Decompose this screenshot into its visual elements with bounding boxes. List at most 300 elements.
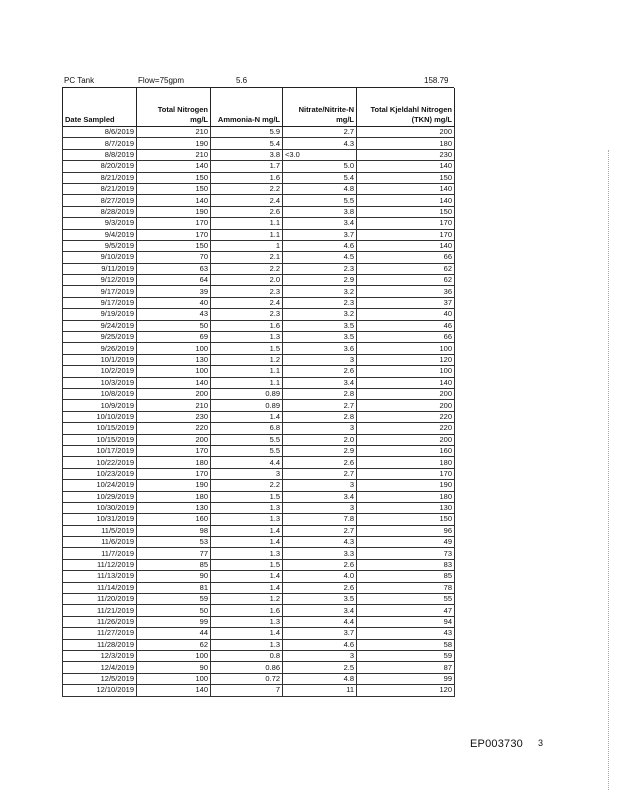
ammonia-cell: 1.4	[211, 411, 283, 422]
total-nitrogen-cell: 39	[137, 286, 211, 297]
col-header-nitrate-nitrite: Nitrate/Nitrite-N mg/L	[283, 88, 357, 127]
tkn-cell: 87	[357, 662, 455, 673]
nitrate-nitrite-cell: 3	[283, 423, 357, 434]
total-nitrogen-cell: 64	[137, 275, 211, 286]
table-row	[63, 571, 455, 582]
ammonia-cell: 2.2	[211, 480, 283, 491]
ammonia-cell: 1.4	[211, 582, 283, 593]
total-nitrogen-cell: 150	[137, 240, 211, 251]
total-nitrogen-cell: 170	[137, 468, 211, 479]
nitrate-nitrite-cell: 3.3	[283, 548, 357, 559]
total-nitrogen-cell: 170	[137, 218, 211, 229]
table-row	[63, 286, 455, 297]
table-row	[63, 445, 455, 456]
ammonia-cell: 1.1	[211, 218, 283, 229]
date-cell: 9/24/2019	[63, 320, 137, 331]
tkn-cell: 180	[357, 138, 455, 149]
tkn-cell: 140	[357, 183, 455, 194]
total-nitrogen-cell: 50	[137, 320, 211, 331]
tkn-cell: 220	[357, 411, 455, 422]
date-cell: 10/9/2019	[63, 400, 137, 411]
tkn-cell: 85	[357, 571, 455, 582]
date-cell: 10/29/2019	[63, 491, 137, 502]
nitrate-nitrite-cell: 4.0	[283, 571, 357, 582]
nitrate-nitrite-cell: 3	[283, 354, 357, 365]
ammonia-cell: 1.5	[211, 343, 283, 354]
date-cell: 11/26/2019	[63, 616, 137, 627]
ammonia-cell: 1.4	[211, 525, 283, 536]
tkn-cell: 100	[357, 343, 455, 354]
nitrate-nitrite-cell: 3.4	[283, 491, 357, 502]
tkn-cell: 150	[357, 172, 455, 183]
ammonia-cell: 2.6	[211, 206, 283, 217]
tkn-cell: 59	[357, 650, 455, 661]
date-cell: 10/10/2019	[63, 411, 137, 422]
nitrate-nitrite-cell: 3	[283, 480, 357, 491]
table-row	[63, 366, 455, 377]
table-row	[63, 685, 455, 696]
total-nitrogen-cell: 210	[137, 149, 211, 160]
ammonia-cell: 2.2	[211, 263, 283, 274]
total-nitrogen-cell: 77	[137, 548, 211, 559]
nitrate-nitrite-cell: 3.7	[283, 229, 357, 240]
nitrate-nitrite-cell	[283, 149, 357, 160]
tkn-cell: 37	[357, 297, 455, 308]
flow-label: Flow=75gpm	[138, 76, 185, 85]
table-row	[63, 161, 455, 172]
tkn-cell: 62	[357, 263, 455, 274]
nitrate-nitrite-cell: 3.5	[283, 320, 357, 331]
date-cell: 10/15/2019	[63, 423, 137, 434]
tkn-cell: 66	[357, 252, 455, 263]
nitrate-nitrite-cell: 3.7	[283, 628, 357, 639]
total-nitrogen-cell: 210	[137, 400, 211, 411]
tkn-cell: 99	[357, 673, 455, 684]
ammonia-cell: 5.4	[211, 138, 283, 149]
table-row	[63, 594, 455, 605]
nitrate-nitrite-cell: 2.3	[283, 263, 357, 274]
table-row	[63, 434, 455, 445]
tkn-cell: 160	[357, 445, 455, 456]
ammonia-cell: 1.6	[211, 605, 283, 616]
tkn-cell: 220	[357, 423, 455, 434]
date-cell: 11/27/2019	[63, 628, 137, 639]
ammonia-cell: 2.3	[211, 309, 283, 320]
tkn-cell: 83	[357, 559, 455, 570]
date-cell: 8/27/2019	[63, 195, 137, 206]
table-row	[63, 263, 455, 274]
date-cell: 10/17/2019	[63, 445, 137, 456]
table-row	[63, 457, 455, 468]
table-row	[63, 138, 455, 149]
date-cell: 8/8/2019	[63, 149, 137, 160]
table-row	[63, 252, 455, 263]
table-row	[63, 628, 455, 639]
total-nitrogen-cell: 53	[137, 537, 211, 548]
table-row	[63, 218, 455, 229]
nitrate-nitrite-cell: 4.6	[283, 639, 357, 650]
date-cell: 11/5/2019	[63, 525, 137, 536]
tkn-cell: 150	[357, 206, 455, 217]
table-row	[63, 502, 455, 513]
table-row	[63, 309, 455, 320]
table-row	[63, 582, 455, 593]
date-cell: 9/4/2019	[63, 229, 137, 240]
date-cell: 8/7/2019	[63, 138, 137, 149]
total-nitrogen-cell: 100	[137, 650, 211, 661]
date-cell: 9/19/2019	[63, 309, 137, 320]
ammonia-cell: 4.4	[211, 457, 283, 468]
nitrate-nitrite-cell: 4.8	[283, 673, 357, 684]
table-row	[63, 639, 455, 650]
table-body	[63, 127, 455, 697]
ammonia-cell: 1.2	[211, 594, 283, 605]
date-cell: 10/30/2019	[63, 502, 137, 513]
table-row	[63, 548, 455, 559]
tkn-cell: 200	[357, 127, 455, 138]
table-row	[63, 491, 455, 502]
date-cell: 11/7/2019	[63, 548, 137, 559]
total-nitrogen-cell: 170	[137, 229, 211, 240]
table-row	[63, 332, 455, 343]
nitrate-nitrite-cell: 3.4	[283, 377, 357, 388]
total-nitrogen-cell: 85	[137, 559, 211, 570]
page-number: 3	[538, 738, 544, 748]
tkn-cell: 190	[357, 480, 455, 491]
table-row	[63, 149, 455, 160]
ammonia-cell: 1.3	[211, 514, 283, 525]
tkn-cell: 140	[357, 240, 455, 251]
ammonia-cell: 1.3	[211, 502, 283, 513]
total-nitrogen-cell: 43	[137, 309, 211, 320]
date-cell: 8/28/2019	[63, 206, 137, 217]
bates-number: EP003730	[470, 738, 523, 750]
date-cell: 10/23/2019	[63, 468, 137, 479]
nitrate-nitrite-cell: 2.9	[283, 275, 357, 286]
tkn-cell: 120	[357, 354, 455, 365]
ammonia-cell: 6.8	[211, 423, 283, 434]
total-nitrogen-cell: 190	[137, 480, 211, 491]
date-cell: 9/3/2019	[63, 218, 137, 229]
ammonia-cell: 1.4	[211, 628, 283, 639]
col-header-tkn: Total Kjeldahl Nitrogen (TKN) mg/L	[357, 88, 455, 127]
nitrate-nitrite-cell: 2.0	[283, 434, 357, 445]
total-nitrogen-cell: 98	[137, 525, 211, 536]
total-nitrogen-cell: 69	[137, 332, 211, 343]
ammonia-cell: 0.86	[211, 662, 283, 673]
nitrate-nitrite-cell: 7.8	[283, 514, 357, 525]
total-nitrogen-cell: 50	[137, 605, 211, 616]
table-row	[63, 650, 455, 661]
nitrate-nitrite-cell: 3.5	[283, 594, 357, 605]
ammonia-cell: 2.2	[211, 183, 283, 194]
total-nitrogen-cell: 200	[137, 388, 211, 399]
ammonia-cell: 1.1	[211, 366, 283, 377]
ammonia-cell: 2.3	[211, 286, 283, 297]
scan-edge-line	[608, 150, 609, 790]
date-cell: 10/15/2019	[63, 434, 137, 445]
table-row	[63, 514, 455, 525]
nitrate-nitrite-cell: 2.9	[283, 445, 357, 456]
total-nitrogen-cell: 62	[137, 639, 211, 650]
nitrate-nitrite-cell: 2.3	[283, 297, 357, 308]
ammonia-cell: 5.5	[211, 434, 283, 445]
nitrate-nitrite-cell: 4.6	[283, 240, 357, 251]
tkn-cell: 46	[357, 320, 455, 331]
tkn-cell: 170	[357, 229, 455, 240]
header-value-2: 158.79	[424, 76, 449, 85]
tkn-cell: 170	[357, 218, 455, 229]
col-header-date: Date Sampled	[63, 88, 137, 127]
tkn-cell: 140	[357, 377, 455, 388]
date-cell: 10/22/2019	[63, 457, 137, 468]
tkn-cell: 230	[357, 149, 455, 160]
nitrate-nitrite-cell: 4.4	[283, 616, 357, 627]
nitrate-nitrite-cell: 2.5	[283, 662, 357, 673]
total-nitrogen-cell: 130	[137, 354, 211, 365]
ammonia-value: 3.8	[269, 149, 280, 159]
ammonia-cell: 1.3	[211, 639, 283, 650]
total-nitrogen-cell: 63	[137, 263, 211, 274]
ammonia-cell: 1	[211, 240, 283, 251]
nitrate-nitrite-cell: 5.5	[283, 195, 357, 206]
table-row	[63, 297, 455, 308]
tkn-cell: 140	[357, 161, 455, 172]
date-cell: 9/5/2019	[63, 240, 137, 251]
date-cell: 11/6/2019	[63, 537, 137, 548]
nitrate-nitrite-cell: 5.0	[283, 161, 357, 172]
table-row	[63, 388, 455, 399]
table-row	[63, 525, 455, 536]
total-nitrogen-cell: 150	[137, 183, 211, 194]
total-nitrogen-cell: 70	[137, 252, 211, 263]
tkn-cell: 200	[357, 388, 455, 399]
tkn-cell: 120	[357, 685, 455, 696]
total-nitrogen-cell: 190	[137, 206, 211, 217]
nitrogen-data-table	[62, 88, 455, 697]
total-nitrogen-cell: 90	[137, 571, 211, 582]
nitrate-nitrite-cell: 2.7	[283, 400, 357, 411]
ammonia-cell: 1.4	[211, 571, 283, 582]
nitrate-nitrite-cell: 3.8	[283, 206, 357, 217]
ammonia-cell: 1.1	[211, 377, 283, 388]
ammonia-cell: 0.8	[211, 650, 283, 661]
tkn-cell: 66	[357, 332, 455, 343]
table-row	[63, 468, 455, 479]
nitrate-nitrite-cell: 4.5	[283, 252, 357, 263]
nitrate-nitrite-cell: 5.4	[283, 172, 357, 183]
table-row	[63, 673, 455, 684]
table-row	[63, 616, 455, 627]
ammonia-cell: 1.3	[211, 548, 283, 559]
nitrate-nitrite-cell: 3	[283, 502, 357, 513]
ammonia-cell: 0.72	[211, 673, 283, 684]
nitrate-nitrite-cell: 3.5	[283, 332, 357, 343]
ammonia-cell: 2.4	[211, 195, 283, 206]
total-nitrogen-cell: 90	[137, 662, 211, 673]
total-nitrogen-cell: 100	[137, 673, 211, 684]
nitrate-nitrite-cell: 2.7	[283, 127, 357, 138]
date-cell: 8/6/2019	[63, 127, 137, 138]
nitrate-nitrite-cell: 3.2	[283, 309, 357, 320]
table-row	[63, 411, 455, 422]
total-nitrogen-cell: 100	[137, 343, 211, 354]
date-cell: 9/26/2019	[63, 343, 137, 354]
nitrate-nitrite-cell: 11	[283, 685, 357, 696]
total-nitrogen-cell: 99	[137, 616, 211, 627]
total-nitrogen-cell: 130	[137, 502, 211, 513]
ammonia-cell: 1.3	[211, 616, 283, 627]
total-nitrogen-cell: 190	[137, 138, 211, 149]
total-nitrogen-cell: 180	[137, 491, 211, 502]
date-cell: 8/20/2019	[63, 161, 137, 172]
tkn-cell: 200	[357, 434, 455, 445]
tkn-cell: 36	[357, 286, 455, 297]
tkn-cell: 140	[357, 195, 455, 206]
nitrate-nitrite-cell: 3.2	[283, 286, 357, 297]
date-cell: 11/12/2019	[63, 559, 137, 570]
date-cell: 11/13/2019	[63, 571, 137, 582]
total-nitrogen-cell: 220	[137, 423, 211, 434]
table-row	[63, 275, 455, 286]
date-cell: 11/28/2019	[63, 639, 137, 650]
total-nitrogen-cell: 40	[137, 297, 211, 308]
date-cell: 10/2/2019	[63, 366, 137, 377]
table-row	[63, 343, 455, 354]
date-cell: 12/10/2019	[63, 685, 137, 696]
ammonia-cell: 1.1	[211, 229, 283, 240]
date-cell: 10/24/2019	[63, 480, 137, 491]
date-cell: 12/4/2019	[63, 662, 137, 673]
tkn-cell: 55	[357, 594, 455, 605]
tkn-cell: 170	[357, 468, 455, 479]
nitrate-nitrite-cell: 2.7	[283, 468, 357, 479]
tkn-cell: 180	[357, 457, 455, 468]
ammonia-cell: 2.0	[211, 275, 283, 286]
table-row	[63, 172, 455, 183]
nitrate-nitrite-cell: 3.4	[283, 218, 357, 229]
total-nitrogen-cell: 140	[137, 195, 211, 206]
table-row	[63, 480, 455, 491]
total-nitrogen-cell: 140	[137, 685, 211, 696]
total-nitrogen-cell: 150	[137, 172, 211, 183]
date-cell: 8/21/2019	[63, 183, 137, 194]
ammonia-cell: 1.6	[211, 320, 283, 331]
tkn-cell: 94	[357, 616, 455, 627]
date-cell: 9/12/2019	[63, 275, 137, 286]
tkn-cell: 49	[357, 537, 455, 548]
nitrate-nitrite-cell: 2.8	[283, 411, 357, 422]
date-cell: 10/1/2019	[63, 354, 137, 365]
nitrate-nitrite-cell: 4.3	[283, 138, 357, 149]
column-header-row	[63, 88, 455, 127]
total-nitrogen-cell: 44	[137, 628, 211, 639]
ammonia-cell: 3	[211, 468, 283, 479]
ammonia-cell: 2.4	[211, 297, 283, 308]
table-row	[63, 229, 455, 240]
detection-limit-note: <3.0	[285, 149, 300, 159]
tank-label: PC Tank	[64, 76, 95, 85]
table-row	[63, 354, 455, 365]
table-row	[63, 559, 455, 570]
nitrate-nitrite-cell: 3.4	[283, 605, 357, 616]
tkn-cell: 47	[357, 605, 455, 616]
table-row	[63, 605, 455, 616]
total-nitrogen-cell: 170	[137, 445, 211, 456]
col-header-total-nitrogen: Total Nitrogen mg/L	[137, 88, 211, 127]
date-cell: 9/17/2019	[63, 297, 137, 308]
nitrate-nitrite-cell: 4.8	[283, 183, 357, 194]
header-value-1: 5.6	[236, 76, 248, 85]
ammonia-cell: 1.7	[211, 161, 283, 172]
nitrate-nitrite-cell: 2.7	[283, 525, 357, 536]
nitrate-nitrite-cell: 2.6	[283, 559, 357, 570]
nitrate-nitrite-cell: 2.8	[283, 388, 357, 399]
table-row	[63, 537, 455, 548]
tkn-cell: 150	[357, 514, 455, 525]
table-row	[63, 240, 455, 251]
ammonia-cell: 1.3	[211, 332, 283, 343]
date-cell: 12/5/2019	[63, 673, 137, 684]
date-cell: 9/25/2019	[63, 332, 137, 343]
date-cell: 11/14/2019	[63, 582, 137, 593]
total-nitrogen-cell: 140	[137, 161, 211, 172]
ammonia-cell: 5.9	[211, 127, 283, 138]
ammonia-cell: 7	[211, 685, 283, 696]
table-row	[63, 662, 455, 673]
date-cell: 11/20/2019	[63, 594, 137, 605]
tkn-cell: 58	[357, 639, 455, 650]
date-cell: 9/10/2019	[63, 252, 137, 263]
ammonia-cell: 1.5	[211, 559, 283, 570]
nitrate-nitrite-cell: 3.6	[283, 343, 357, 354]
total-nitrogen-cell: 100	[137, 366, 211, 377]
total-nitrogen-cell: 210	[137, 127, 211, 138]
ammonia-cell: 0.89	[211, 400, 283, 411]
tkn-cell: 100	[357, 366, 455, 377]
date-cell: 8/21/2019	[63, 172, 137, 183]
tkn-cell: 130	[357, 502, 455, 513]
total-nitrogen-cell: 200	[137, 434, 211, 445]
date-cell: 10/3/2019	[63, 377, 137, 388]
tkn-cell: 180	[357, 491, 455, 502]
nitrate-nitrite-cell: 4.3	[283, 537, 357, 548]
ammonia-cell: 1.2	[211, 354, 283, 365]
date-cell: 12/3/2019	[63, 650, 137, 661]
ammonia-cell: 1.4	[211, 537, 283, 548]
tkn-cell: 200	[357, 400, 455, 411]
ammonia-cell: 1.5	[211, 491, 283, 502]
date-cell: 9/17/2019	[63, 286, 137, 297]
tkn-cell: 62	[357, 275, 455, 286]
ammonia-cell: 2.1	[211, 252, 283, 263]
tkn-cell: 40	[357, 309, 455, 320]
total-nitrogen-cell: 180	[137, 457, 211, 468]
ammonia-cell	[211, 149, 283, 160]
nitrate-nitrite-cell: 2.6	[283, 366, 357, 377]
table-row	[63, 183, 455, 194]
nitrate-nitrite-cell: 3	[283, 650, 357, 661]
date-cell: 10/8/2019	[63, 388, 137, 399]
total-nitrogen-cell: 59	[137, 594, 211, 605]
total-nitrogen-cell: 160	[137, 514, 211, 525]
date-cell: 9/11/2019	[63, 263, 137, 274]
tkn-cell: 73	[357, 548, 455, 559]
col-header-ammonia: Ammonia-N mg/L	[211, 88, 283, 127]
date-cell: 10/31/2019	[63, 514, 137, 525]
nitrate-nitrite-cell: 2.6	[283, 582, 357, 593]
table-row	[63, 195, 455, 206]
